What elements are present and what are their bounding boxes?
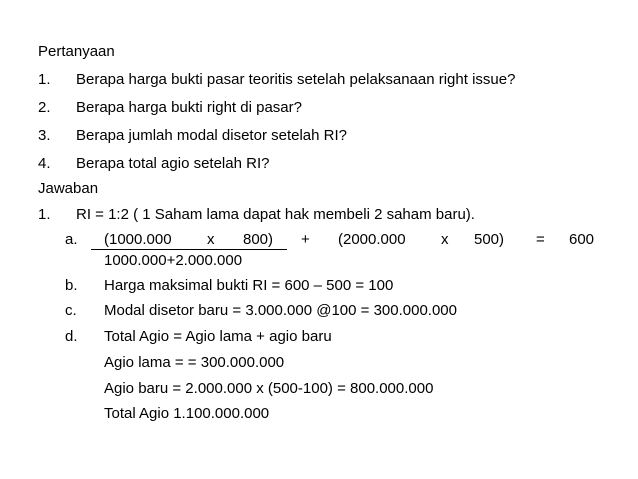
- question-2-text: Berapa harga bukti right di pasar?: [76, 99, 302, 116]
- item-d-text: Total Agio = Agio lama + agio baru: [104, 328, 332, 345]
- item-a-letter: a.: [65, 231, 78, 248]
- item-c-text: Modal disetor baru = 3.000.000 @100 = 300.000.000: [104, 302, 457, 319]
- formula-equals: =: [536, 231, 545, 248]
- answers-heading: Jawaban: [38, 180, 99, 197]
- formula-term-2: 800): [243, 231, 274, 248]
- question-3-number: 3.: [38, 127, 51, 144]
- item-b-text: Harga maksimal bukti RI = 600 – 500 = 100: [104, 277, 394, 294]
- question-3-text: Berapa jumlah modal disetor setelah RI?: [76, 127, 347, 144]
- fraction-bar: [91, 249, 287, 250]
- question-1-number: 1.: [38, 71, 51, 88]
- total-agio-line: Total Agio 1.100.000.000: [104, 405, 270, 422]
- question-1-text: Berapa harga bukti pasar teoritis setelah pelaksanaan right issue?: [76, 71, 516, 88]
- item-d-letter: d.: [65, 328, 78, 345]
- answer-1-number: 1.: [38, 206, 51, 223]
- agio-baru-line: Agio baru = 2.000.000 x (500-100) = 800.000.000: [104, 380, 434, 397]
- questions-heading: Pertanyaan: [38, 43, 115, 60]
- formula-term-4: 500): [474, 231, 505, 248]
- question-4-number: 4.: [38, 155, 51, 172]
- agio-lama-line: Agio lama = = 300.000.000: [104, 354, 285, 371]
- formula-plus: +: [301, 231, 310, 248]
- formula-term-1: (1000.000: [104, 231, 172, 248]
- question-2-number: 2.: [38, 99, 51, 116]
- formula-times-1: x: [207, 231, 215, 248]
- answer-1-text: RI = 1:2 ( 1 Saham lama dapat hak membeli 2 saham baru).: [76, 206, 475, 223]
- item-c-letter: c.: [65, 302, 77, 319]
- formula-times-2: x: [441, 231, 449, 248]
- item-b-letter: b.: [65, 277, 78, 294]
- formula-result: 600: [569, 231, 595, 248]
- formula-denominator: 1000.000+2.000.000: [104, 252, 243, 269]
- question-4-text: Berapa total agio setelah RI?: [76, 155, 270, 172]
- formula-term-3: (2000.000: [338, 231, 406, 248]
